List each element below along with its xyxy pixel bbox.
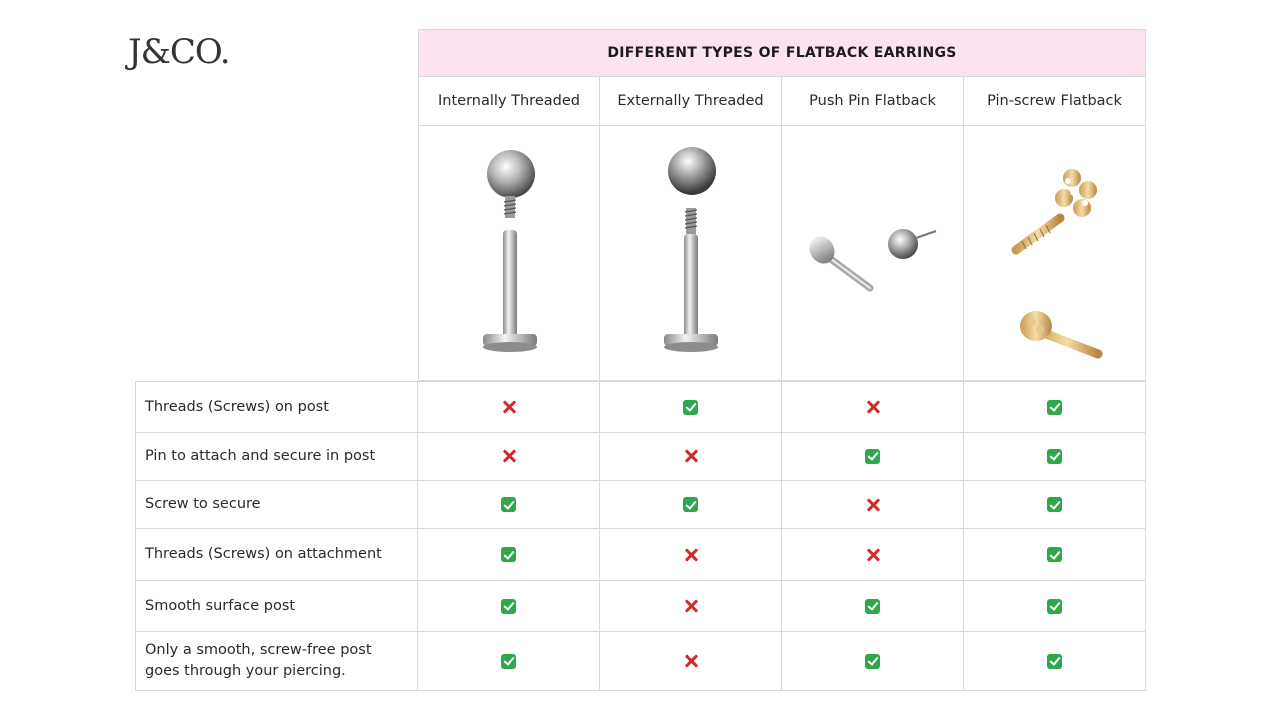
internally-threaded-labret-image (418, 126, 600, 381)
table-cell (782, 382, 964, 433)
table-cell (964, 382, 1146, 433)
table-cell (600, 529, 782, 581)
red-x-icon (683, 448, 699, 464)
green-check-icon (683, 497, 698, 512)
table-row (135, 529, 1146, 581)
red-x-icon (865, 547, 881, 563)
green-check-icon (1047, 497, 1062, 512)
table-cell (418, 432, 600, 481)
table-cell (782, 529, 964, 581)
pin-screw-flatback-image (964, 126, 1146, 381)
green-check-icon (1047, 547, 1062, 562)
red-x-icon (865, 399, 881, 415)
push-pin-flatback-image (782, 126, 964, 381)
green-check-icon (501, 599, 516, 614)
table-cell (600, 632, 782, 691)
table-cell (964, 481, 1146, 529)
green-check-icon (865, 654, 880, 669)
row-label: Only a smooth, screw-free post goes through your piercing. (135, 632, 418, 691)
red-x-icon (683, 598, 699, 614)
red-x-icon (501, 448, 517, 464)
green-check-icon (501, 497, 516, 512)
green-check-icon (1047, 449, 1062, 464)
table-cell (418, 632, 600, 691)
row-label: Threads (Screws) on post (135, 382, 418, 433)
table-cell (418, 382, 600, 433)
red-x-icon (683, 547, 699, 563)
table-row (135, 481, 1146, 529)
column-header-internally-threaded: Internally Threaded (418, 77, 600, 126)
table-cell (964, 529, 1146, 581)
green-check-icon (501, 654, 516, 669)
green-check-icon (1047, 654, 1062, 669)
brand-logo: J&CO. (128, 32, 230, 72)
table-title: DIFFERENT TYPES OF FLATBACK EARRINGS (418, 29, 1146, 77)
table-row (135, 381, 1146, 433)
table-cell (782, 581, 964, 632)
green-check-icon (1047, 599, 1062, 614)
table-cell (600, 481, 782, 529)
green-check-icon (865, 599, 880, 614)
green-check-icon (1047, 400, 1062, 415)
row-label: Threads (Screws) on attachment (135, 529, 418, 581)
table-cell (600, 382, 782, 433)
table-row (135, 632, 1146, 691)
table-row (135, 432, 1146, 481)
table-cell (964, 432, 1146, 481)
externally-threaded-labret-image (600, 126, 782, 381)
table-cell (782, 632, 964, 691)
green-check-icon (501, 547, 516, 562)
green-check-icon (683, 400, 698, 415)
column-header-pin-screw-flatback: Pin-screw Flatback (964, 77, 1146, 126)
table-cell (418, 529, 600, 581)
green-check-icon (865, 449, 880, 464)
table-cell (418, 481, 600, 529)
table-cell (964, 581, 1146, 632)
row-label: Screw to secure (135, 481, 418, 529)
column-header-push-pin-flatback: Push Pin Flatback (782, 77, 964, 126)
column-header-externally-threaded: Externally Threaded (600, 77, 782, 126)
table-cell (418, 581, 600, 632)
red-x-icon (683, 653, 699, 669)
table-cell (964, 632, 1146, 691)
table-row (135, 581, 1146, 632)
table-cell (782, 432, 964, 481)
table-cell (600, 432, 782, 481)
row-label: Smooth surface post (135, 581, 418, 632)
table-cell (782, 481, 964, 529)
table-cell (600, 581, 782, 632)
red-x-icon (501, 399, 517, 415)
red-x-icon (865, 497, 881, 513)
row-label: Pin to attach and secure in post (135, 432, 418, 481)
